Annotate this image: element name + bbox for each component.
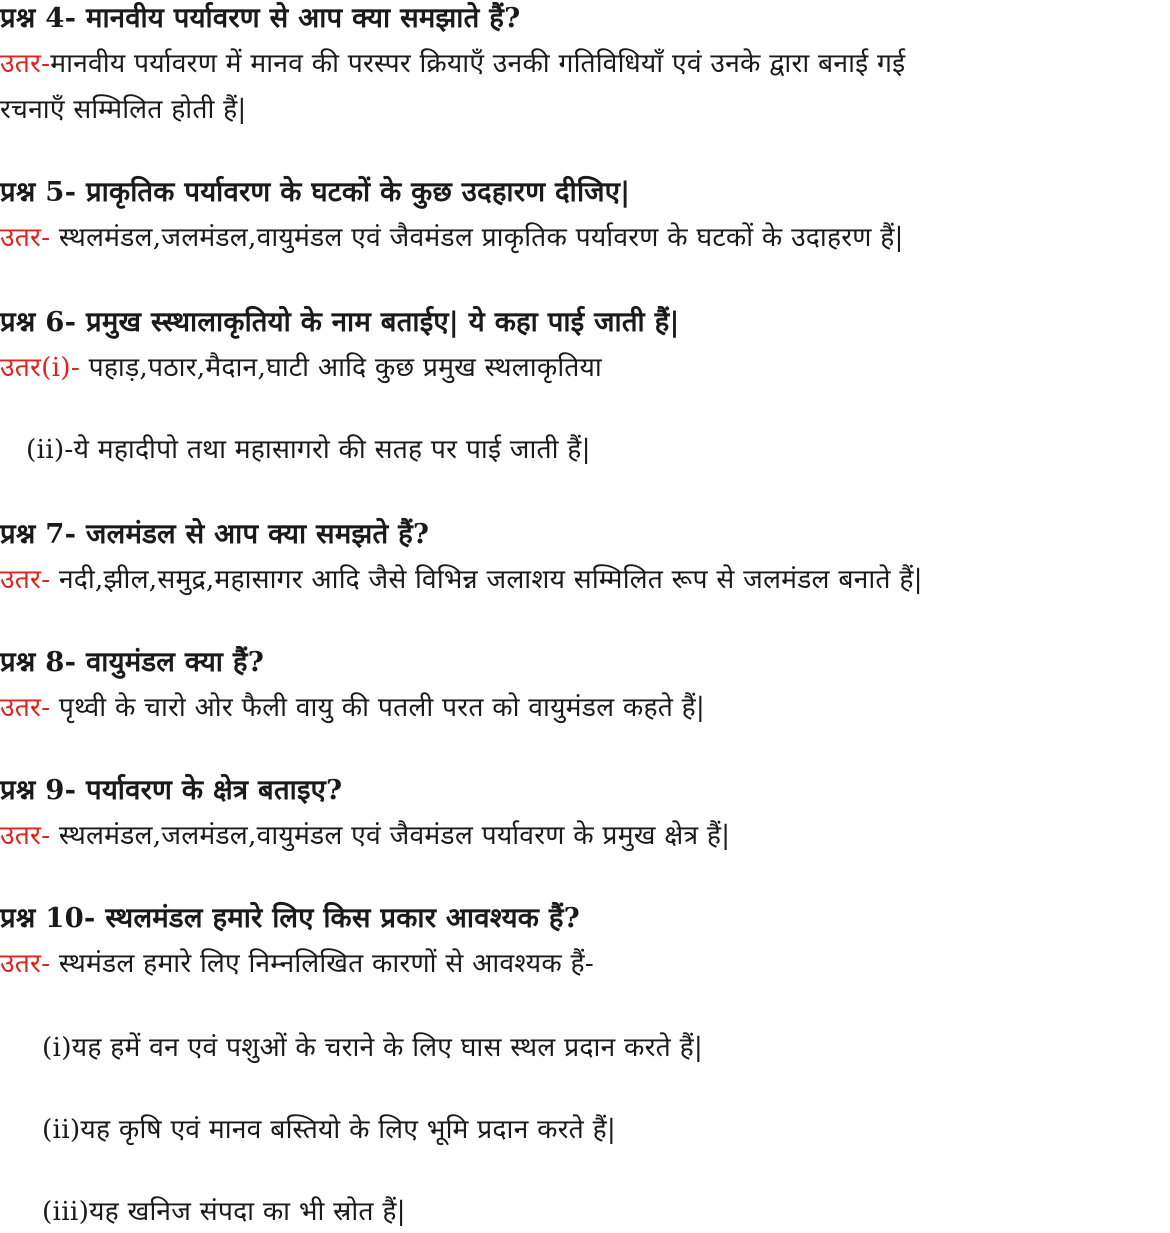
answer-4 — [0, 46, 905, 82]
answer-7 — [0, 562, 923, 598]
question-5 — [0, 174, 630, 210]
question-4 — [0, 0, 520, 36]
question-6 — [0, 304, 680, 340]
answer-9-label: उतर- — [0, 820, 51, 851]
answer-7-label: उतर- — [0, 564, 51, 595]
answer-6-label: उतर(i)- — [0, 352, 80, 383]
question-5-label: प्रश्न 5- — [0, 176, 77, 208]
question-9 — [0, 772, 342, 808]
answer-10-point-i: (i)यह हमें वन एवं पशुओं के चराने के लिए घास स्थल प्रदान करते हैं| — [42, 1032, 703, 1063]
answer-8-label: उतर- — [0, 692, 51, 723]
answer-8 — [0, 690, 705, 726]
answer-9-text: स्थलमंडल,जलमंडल,वायुमंडल एवं जैवमंडल पर्यावरण के प्रमुख क्षेत्र हैं| — [50, 820, 731, 851]
question-8-text: वायुमंडल क्या हैं? — [76, 646, 265, 678]
question-6-text: प्रमुख स्स्थालाकृतियो के नाम बताईए| ये कहा पाई जाती हैं| — [76, 306, 680, 338]
answer-5-label: उतर- — [0, 222, 51, 253]
answer-6-i — [0, 350, 602, 386]
question-10-label: प्रश्न 10- — [0, 902, 96, 934]
answer-4-label: उतर- — [0, 48, 51, 79]
answer-5 — [0, 220, 904, 256]
question-8 — [0, 644, 264, 680]
question-9-text: पर्यावरण के क्षेत्र बताइए? — [76, 774, 343, 806]
answer-8-text: पृथ्वी के चारो ओर फैली वायु की पतली परत को वायुमंडल कहते हैं| — [50, 692, 706, 723]
answer-10 — [0, 946, 594, 982]
answer-10-text: स्थमंडल हमारे लिए निम्नलिखित कारणों से आवश्यक हैं- — [50, 948, 594, 979]
question-4-label: प्रश्न 4- — [0, 2, 77, 34]
answer-4-continued: रचनाएँ सम्मिलित होती हैं| — [0, 94, 247, 125]
answer-6-i-text: पहाड़,पठार,मैदान,घाटी आदि कुछ प्रमुख स्थलाकृतिया — [79, 352, 602, 383]
answer-10-label: उतर- — [0, 948, 51, 979]
question-4-text: मानवीय पर्यावरण से आप क्या समझाते हैं? — [76, 2, 521, 34]
question-5-text: प्राकृतिक पर्यावरण के घटकों के कुछ उदहारण दीजिए| — [76, 176, 631, 208]
question-7-text: जलमंडल से आप क्या समझते हैं? — [76, 518, 430, 550]
question-9-label: प्रश्न 9- — [0, 774, 77, 806]
answer-7-text: नदी,झील,समुद्र,महासागर आदि जैसे विभिन्न जलाशय सम्मिलित रूप से जलमंडल बनाते हैं| — [50, 564, 923, 595]
question-6-label: प्रश्न 6- — [0, 306, 77, 338]
question-7 — [0, 516, 429, 552]
question-7-label: प्रश्न 7- — [0, 518, 77, 550]
answer-5-text: स्थलमंडल,जलमंडल,वायुमंडल एवं जैवमंडल प्राकृतिक पर्यावरण के घटकों के उदाहरण हैं| — [50, 222, 904, 253]
answer-9 — [0, 818, 730, 854]
question-10 — [0, 900, 580, 936]
answer-4-text: मानवीय पर्यावरण में मानव की परस्पर क्रियाएँ उनकी गतिविधियाँ एवं उनके द्वारा बनाई गई — [50, 48, 906, 79]
answer-10-point-ii: (ii)यह कृषि एवं मानव बस्तियो के लिए भूमि प्रदान करते हैं| — [42, 1114, 617, 1145]
question-10-text: स्थलमंडल हमारे लिए किस प्रकार आवश्यक हैं? — [95, 902, 580, 934]
question-8-label: प्रश्न 8- — [0, 646, 77, 678]
answer-6-ii: (ii)-ये महादीपो तथा महासागरो की सतह पर पाई जाती हैं| — [26, 434, 591, 465]
answer-10-point-iii: (iii)यह खनिज संपदा का भी स्रोत हैं| — [42, 1196, 406, 1227]
